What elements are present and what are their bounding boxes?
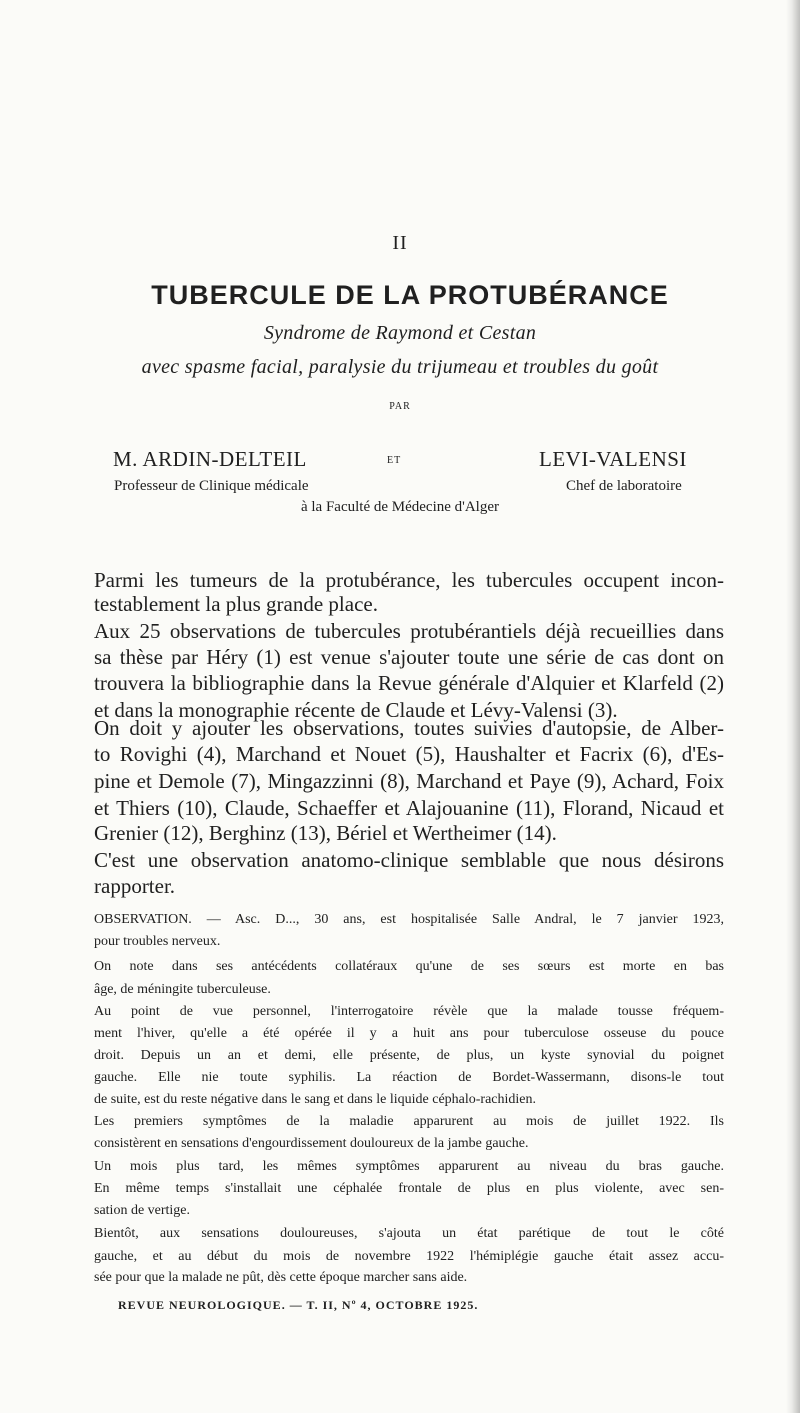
observation-line: âge, de méningite tuberculeuse. bbox=[94, 982, 271, 997]
author-institution: à la Faculté de Médecine d'Alger bbox=[300, 499, 500, 515]
author-left-name: M. ARDIN-DELTEIL bbox=[113, 447, 307, 471]
observation-line: OBSERVATION. — Asc. D..., 30 ans, est hospitalisée Salle Andral, le 7 janvier 1923, bbox=[94, 912, 724, 927]
observation-line: droit. Depuis un an et demi, elle présente, de plus, un kyste synovial du poignet bbox=[94, 1048, 724, 1063]
observation-line: de suite, est du reste négative dans le sang et dans le liquide céphalo-rachidien. bbox=[94, 1092, 537, 1107]
body-line: et dans la monographie récente de Claude et Lévy-Valensi (3). bbox=[94, 698, 618, 722]
observation-line: ment l'hiver, qu'elle a été opérée il y a huit ans pour tuberculose osseuse du pouce bbox=[94, 1026, 724, 1041]
journal-footer: REVUE NEUROLOGIQUE. — T. II, Nº 4, OCTOBRE 1925. bbox=[118, 1298, 479, 1312]
body-line: rapporter. bbox=[94, 874, 176, 898]
body-line: On doit y ajouter les observations, toutes suivies d'autopsie, de Alber- bbox=[94, 716, 724, 740]
article-subtitle-2: avec spasme facial, paralysie du trijumeau et troubles du goût bbox=[141, 356, 659, 378]
article-subtitle-1: Syndrome de Raymond et Cestan bbox=[263, 322, 537, 344]
observation-line: gauche. Elle nie toute syphilis. La réaction de Bordet-Wassermann, disons-le tout bbox=[94, 1070, 724, 1085]
observation-line: Au point de vue personnel, l'interrogatoire révèle que la malade tousse fréquem- bbox=[94, 1004, 724, 1019]
observation-line: sation de vertige. bbox=[94, 1203, 191, 1218]
body-line: C'est une observation anatomo-clinique semblable que nous désirons bbox=[94, 848, 724, 872]
page-edge-shadow bbox=[786, 0, 800, 1413]
body-line: Grenier (12), Berghinz (13), Bériel et Wertheimer (14). bbox=[94, 821, 557, 845]
observation-line: Un mois plus tard, les mêmes symptômes apparurent au niveau du bras gauche. bbox=[94, 1159, 724, 1174]
observation-line: Les premiers symptômes de la maladie apparurent au mois de juillet 1922. Ils bbox=[94, 1114, 724, 1129]
observation-line: consistèrent en sensations d'engourdissement douloureux de la jambe gauche. bbox=[94, 1136, 529, 1151]
section-number: II bbox=[392, 232, 408, 254]
observation-line: sée pour que la malade ne pût, dès cette époque marcher sans aide. bbox=[94, 1270, 468, 1285]
body-line: et Thiers (10), Claude, Schaeffer et Alajouanine (11), Florand, Nicaud et bbox=[94, 796, 724, 820]
observation-line: gauche, et au début du mois de novembre 1922 l'hémiplégie gauche était assez accu- bbox=[94, 1249, 724, 1264]
body-line: Parmi les tumeurs de la protubérance, les tubercules occupent incon- bbox=[94, 568, 724, 592]
observation-line: On note dans ses antécédents collatéraux qu'une de ses sœurs est morte en bas bbox=[94, 959, 724, 974]
observation-line: pour troubles nerveux. bbox=[94, 934, 221, 949]
author-conjunction: ET bbox=[387, 455, 402, 466]
body-line: trouvera la bibliographie dans la Revue générale d'Alquier et Klarfeld (2) bbox=[94, 671, 724, 695]
by-line: PAR bbox=[389, 401, 411, 412]
author-right-role: Chef de laboratoire bbox=[566, 478, 682, 494]
body-line: to Rovighi (4), Marchand et Nouet (5), Haushalter et Facrix (6), d'Es- bbox=[94, 742, 724, 766]
observation-line: Bientôt, aux sensations douloureuses, s'ajouta un état parétique de tout le côté bbox=[94, 1226, 724, 1241]
author-right-name: LEVI-VALENSI bbox=[539, 447, 687, 471]
observation-line: En même temps s'installait une céphalée frontale de plus en plus violente, avec sen- bbox=[94, 1181, 724, 1196]
body-line: sa thèse par Héry (1) est venue s'ajouter toute une série de cas dont on bbox=[94, 645, 724, 669]
body-line: pine et Demole (7), Mingazzinni (8), Marchand et Paye (9), Achard, Foix bbox=[94, 769, 724, 793]
body-line: testablement la plus grande place. bbox=[94, 592, 378, 616]
body-line: Aux 25 observations de tubercules protubérantiels déjà recueillies dans bbox=[94, 619, 724, 643]
article-title: TUBERCULE DE LA PROTUBÉRANCE bbox=[151, 280, 669, 310]
author-left-role: Professeur de Clinique médicale bbox=[114, 478, 309, 494]
